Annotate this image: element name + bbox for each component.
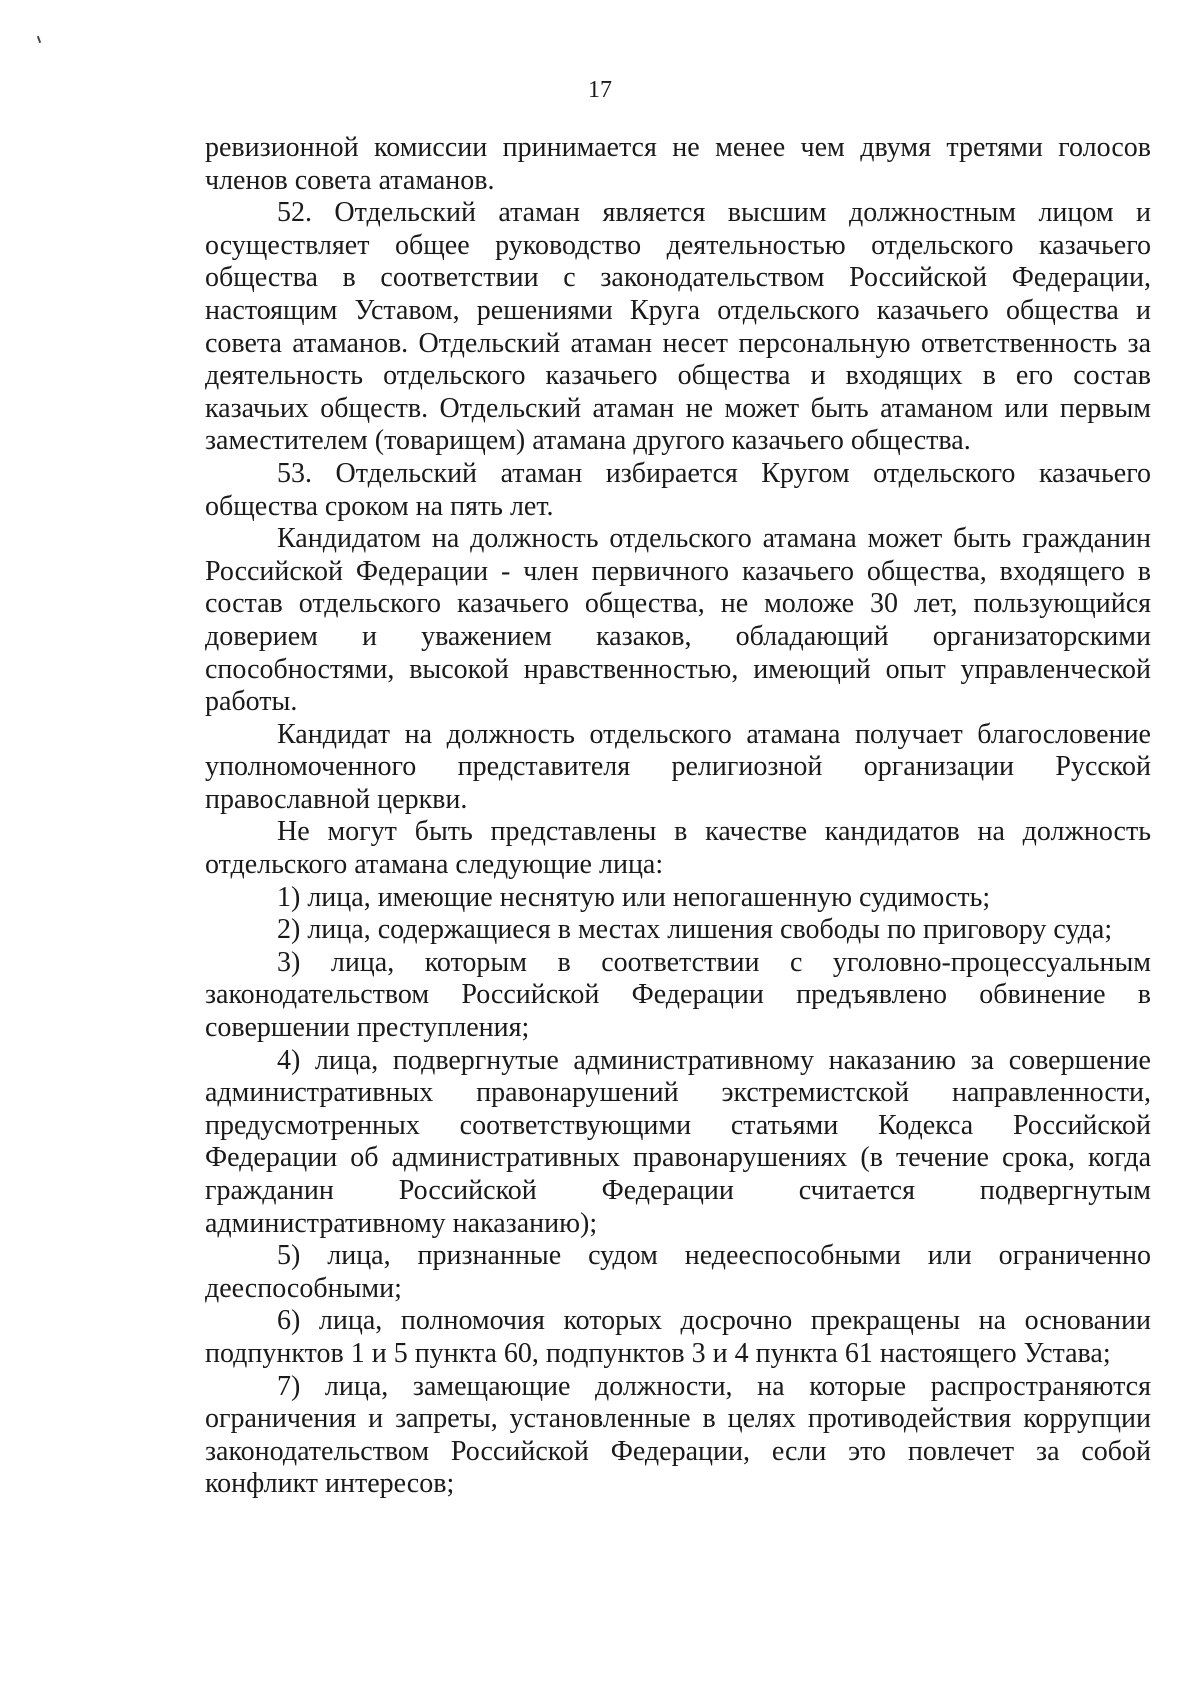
list-item-2: 2) лица, содержащиеся в местах лишения свободы по приговору суда; [277,914,1113,946]
list-item-3: 3) лица, которым в соответствии с уголовно-процессуальным законодательством Российской Федерации предъявлено обвинение в совершении преступления; [205,946,1151,1044]
page-number: 17 [588,77,612,103]
paragraph-item-52: 52. Отдельский атаман является высшим должностным лицом и осуществляет общее руководство деятельностью отдельского казачьего общества в соответствии с законодательством Российской Федерации, настоящим Уставом, решениями Круга отдельского казачьего общества и совета атаманов. Отдельский атаман несет персональную ответственность за деятельность отдельского казачьего общества и входящих в его состав казачьих обществ. Отдельский атаман не может быть атаманом или первым заместителем (товарищем) атамана другого казачьего общества. [205,197,1151,457]
list-item-4: 4) лица, подвергнутые административному наказанию за совершение административных правонарушений экстремистской направленности, предусмотренных соответствующими статьями Кодекса Российской Федерации об административных правонарушениях (в течение срока, когда гражданин Российской Федерации считается подвергнутым административному наказанию); [205,1044,1151,1239]
list-item-5: 5) лица, признанные судом недееспособными или ограниченно дееспособными; [205,1240,1151,1304]
list-item-6: 6) лица, полномочия которых досрочно прекращены на основании подпунктов 1 и 5 пункта 60, подпунктов 3 и 4 пункта 61 настоящего Устава; [205,1305,1151,1369]
paragraph-item-53: 53. Отдельский атаман избирается Кругом отдельского казачьего общества сроком на пять лет. [205,457,1151,522]
paragraph-blessing: Кандидат на должность отдельского атамана получает благословение уполномоченного представителя религиозной организации Русской православной церкви. [205,718,1151,815]
list-item-7: 7) лица, замещающие должности, на которые распространяются ограничения и запреты, установленные в целях противодействия коррупции законодательством Российской Федерации, если это повлечет за собой конфликт интересов; [205,1370,1151,1500]
paragraph-candidate-requirements: Кандидатом на должность отдельского атамана может быть гражданин Российской Федерации - член первичного казачьего общества, входящего в состав отдельского казачьего общества, не моложе 30 лет, пользующийся доверием и уважением казаков, обладающий организаторскими способностями, высокой нравственностью, имеющий опыт управленческой работы. [205,523,1151,718]
paragraph-exclusions-intro: Не могут быть представлены в качестве кандидатов на должность отдельского атамана следующие лица: [205,816,1151,881]
list-item-1: 1) лица, имеющие неснятую или непогашенную судимость; [277,881,991,913]
body-text [205,132,1151,1501]
scan-speck [37,36,41,43]
paragraph-continuation: ревизионной комиссии принимается не менее чем двумя третями голосов членов совета атаманов. [205,132,1151,196]
